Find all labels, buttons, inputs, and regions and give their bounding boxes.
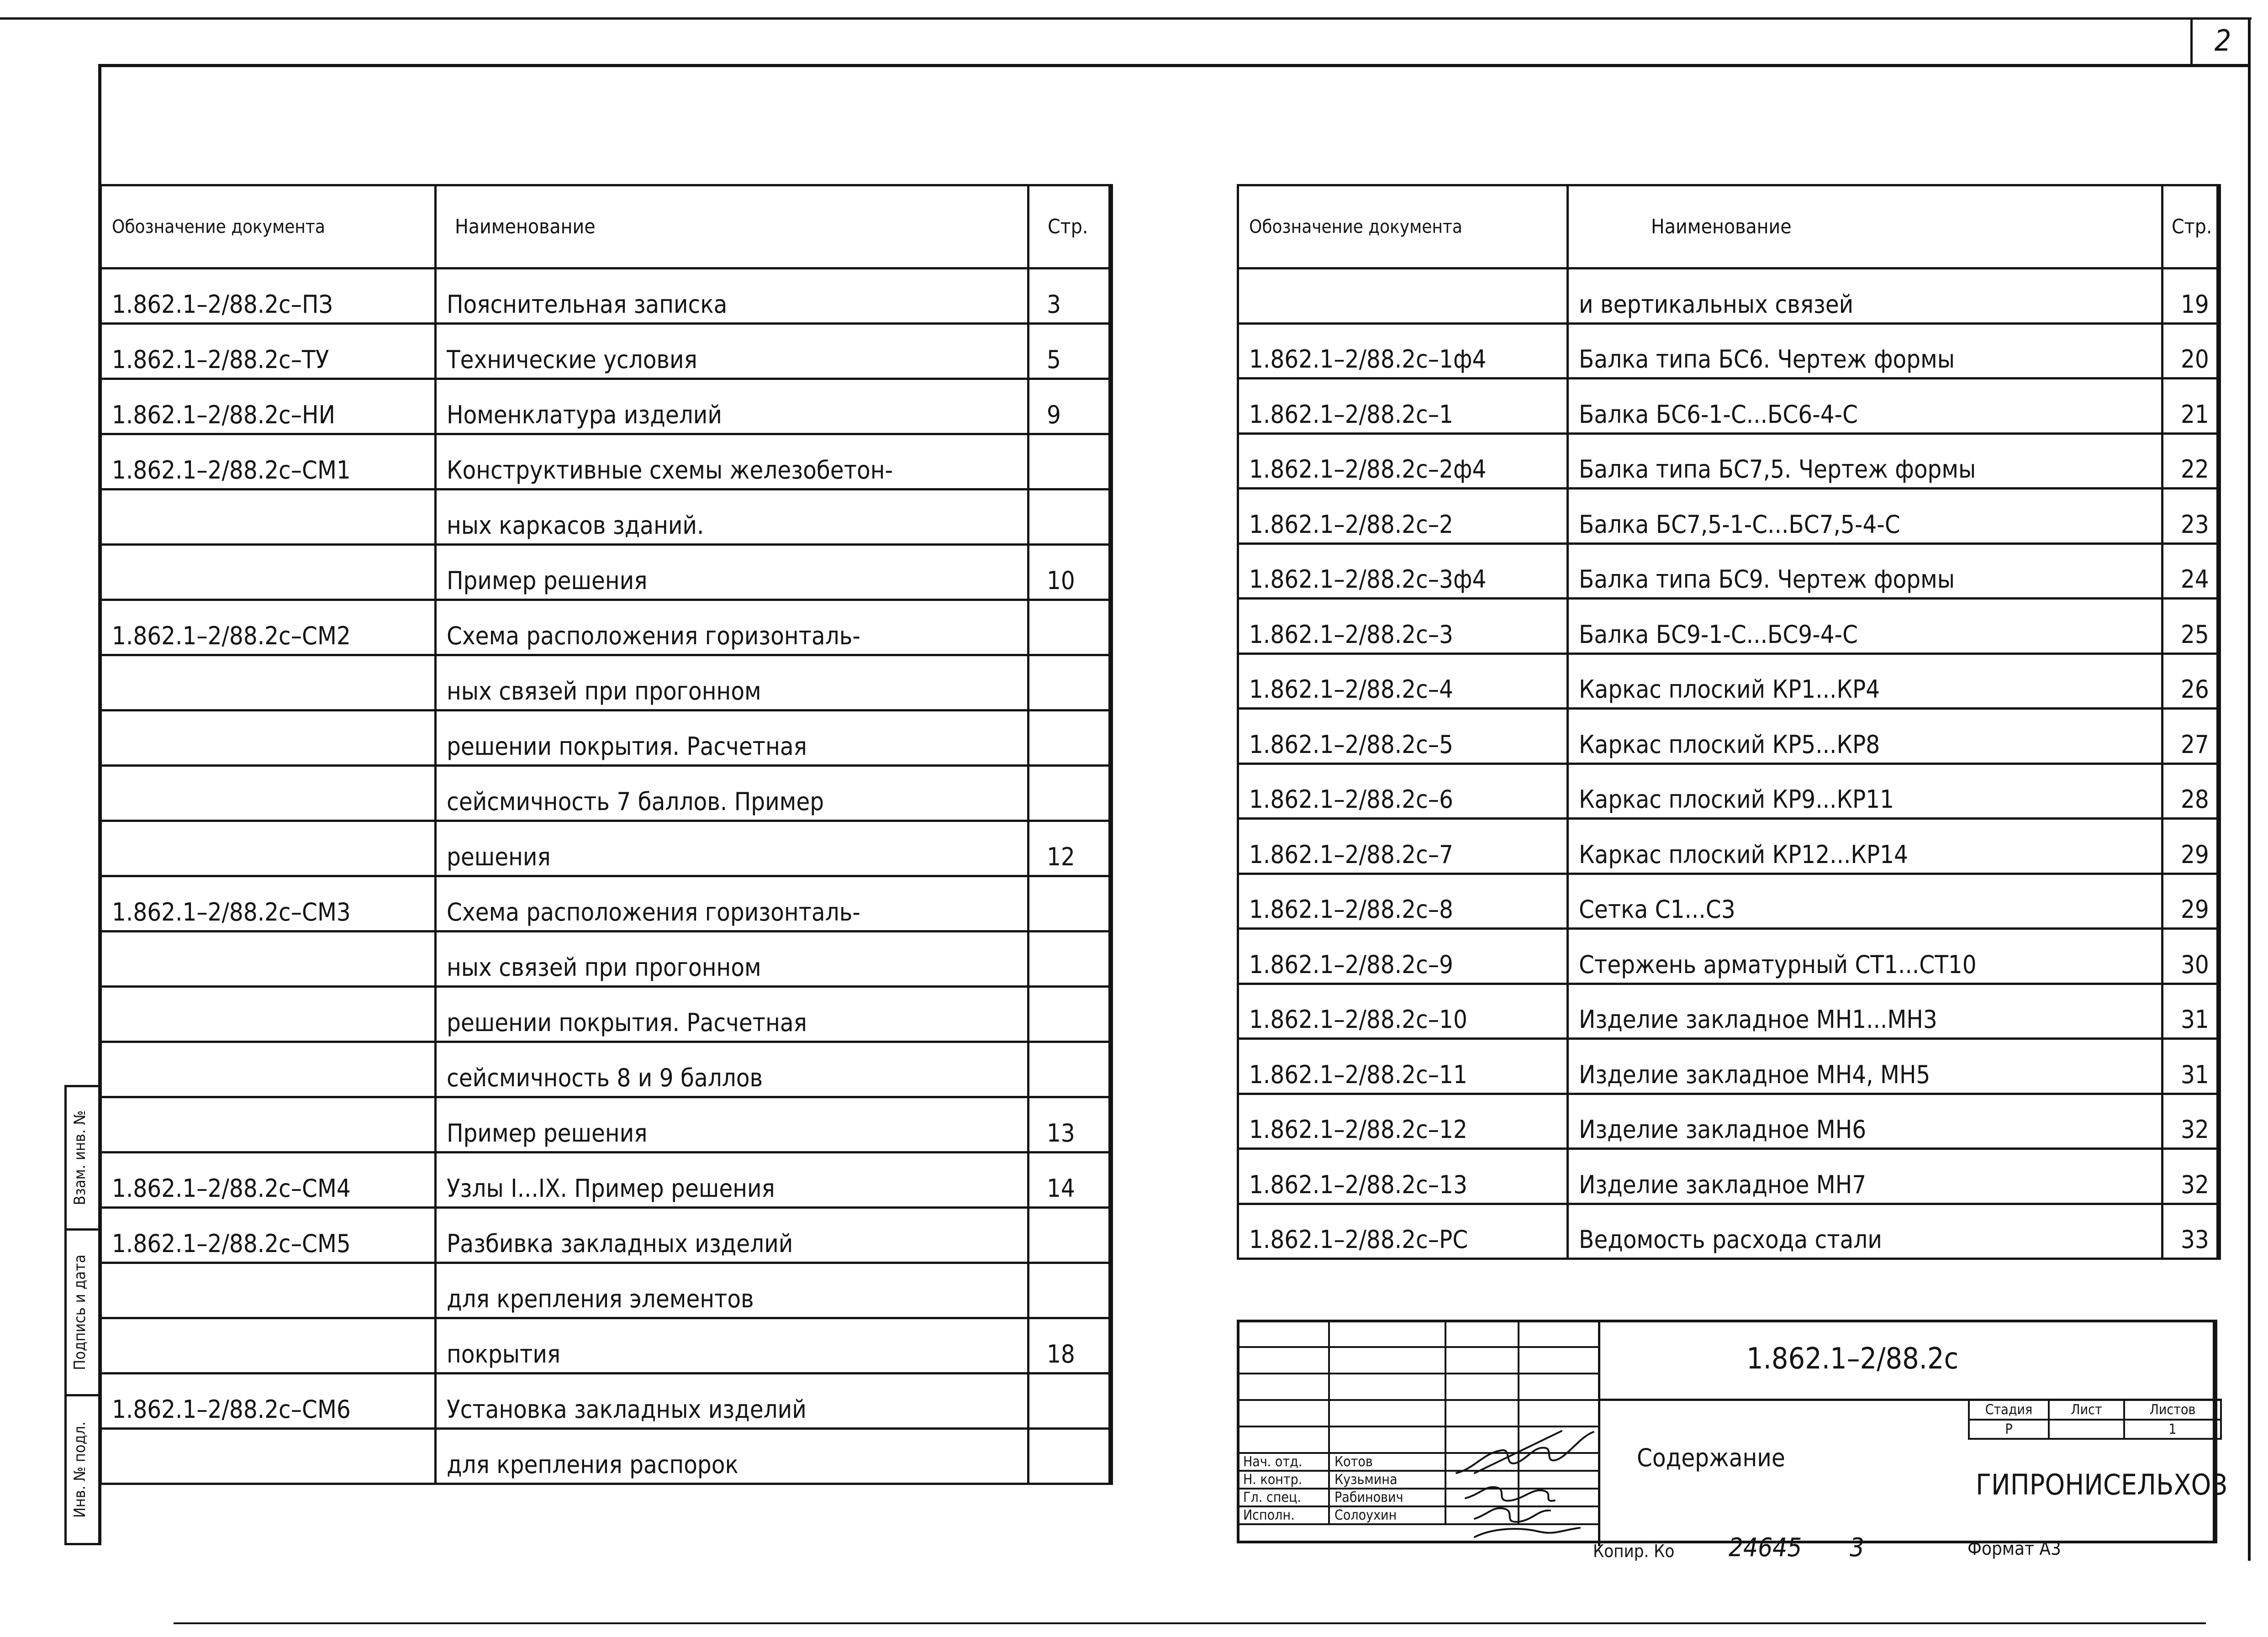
side-stamp-label-replaced-inv: Взам. инв. №: [71, 1110, 89, 1205]
table-row: [101, 932, 1111, 987]
name-cell: Балка БС7,5-1-С...БС7,5-4-С: [1568, 489, 2163, 544]
page-cell: 33: [2163, 1204, 2219, 1259]
table-row: [101, 434, 1111, 490]
designation-cell: [101, 1042, 436, 1097]
table-row: [101, 1263, 1111, 1318]
designation-cell: [101, 1318, 436, 1374]
table-row: [1238, 543, 2219, 599]
right-header-page: Стр.: [2163, 185, 2219, 268]
page-cell: 25: [2163, 599, 2219, 654]
page-cell: 5: [1029, 324, 1111, 379]
table-row: [1238, 268, 2219, 324]
name-cell: Пояснительная записка: [436, 268, 1029, 324]
left-table-header-row: [101, 185, 1111, 268]
table-row: [101, 821, 1111, 876]
signatory-name: Кузьмина: [1329, 1471, 1445, 1489]
copy-number: 24645: [1729, 1533, 1802, 1563]
name-cell: решения: [436, 821, 1029, 876]
name-cell: ных каркасов зданий.: [436, 490, 1029, 545]
name-cell: Пример решения: [436, 1097, 1029, 1153]
page-cell: 29: [2163, 819, 2219, 874]
right-header-designation: Обозначение документа: [1238, 185, 1568, 268]
name-cell: Изделие закладное МН1...МН3: [1568, 984, 2163, 1039]
table-row: [101, 655, 1111, 711]
side-stamp-cell-original-inv: [69, 1396, 91, 1543]
name-cell: Изделие закладное МН4, МН5: [1568, 1039, 2163, 1094]
sheet-value: [2049, 1420, 2124, 1439]
table-row: [101, 545, 1111, 600]
table-row: [1238, 763, 2219, 819]
side-stamp-left-line: [64, 1085, 67, 1545]
page-cell: 20: [2163, 323, 2219, 379]
stage-label: Стадия: [1969, 1400, 2049, 1420]
designation-cell: 1.862.1–2/88.2с–4: [1238, 653, 1568, 709]
name-cell: и вертикальных связей: [1568, 268, 2163, 324]
designation-cell: [101, 766, 436, 821]
table-row: [101, 766, 1111, 821]
side-stamp-label-original-inv: Инв. № подл.: [71, 1421, 89, 1518]
name-cell: Балка БС6-1-С...БС6-4-С: [1568, 379, 2163, 434]
table-row: [101, 1153, 1111, 1208]
name-cell: Каркас плоский КР1...КР4: [1568, 653, 2163, 709]
designation-cell: 1.862.1–2/88.2с–13: [1238, 1149, 1568, 1204]
page-cell: 32: [2163, 1094, 2219, 1149]
sheet-label: Лист: [2049, 1400, 2124, 1420]
designation-cell: [101, 490, 436, 545]
designation-cell: 1.862.1–2/88.2с–6: [1238, 763, 1568, 819]
name-cell: Балка БС9-1-С...БС9-4-С: [1568, 599, 2163, 654]
page-cell: 14: [1029, 1153, 1111, 1208]
designation-cell: 1.862.1–2/88.2с–2: [1238, 489, 1568, 544]
name-cell: покрытия: [436, 1318, 1029, 1374]
sheet-bottom-line: [174, 1622, 2206, 1624]
designation-cell: 1.862.1–2/88.2с–СМ2: [101, 600, 436, 655]
sheet-top-line: [0, 17, 2252, 20]
designation-cell: 1.862.1–2/88.2с–11: [1238, 1039, 1568, 1094]
name-cell: Изделие закладное МН6: [1568, 1094, 2163, 1149]
page-cell: 26: [2163, 653, 2219, 709]
drawing-frame-top: [98, 64, 2251, 67]
page-number-box-divider: [2190, 17, 2193, 65]
table-row: [101, 1374, 1111, 1429]
page-cell: 30: [2163, 929, 2219, 984]
table-row: [101, 876, 1111, 932]
page-cell: [1029, 711, 1111, 766]
right-contents-table: [1237, 184, 2221, 1260]
table-row: [1238, 433, 2219, 489]
name-cell: Конструктивные схемы железобетон-: [436, 434, 1029, 490]
title-block: [1237, 1320, 2228, 1543]
designation-cell: 1.862.1–2/88.2с–3ф4: [1238, 543, 1568, 599]
name-cell: Балка типа БС9. Чертеж формы: [1568, 543, 2163, 599]
table-row: [1238, 1149, 2219, 1204]
name-cell: Стержень арматурный СТ1...СТ10: [1568, 929, 2163, 984]
table-row: [101, 490, 1111, 545]
name-cell: Схема расположения горизонталь-: [436, 600, 1029, 655]
table-row: [101, 379, 1111, 434]
left-header-page: Стр.: [1029, 185, 1111, 268]
name-cell: для крепления элементов: [436, 1263, 1029, 1318]
table-row: [1238, 819, 2219, 874]
name-cell: Технические условия: [436, 324, 1029, 379]
page-cell: 3: [1029, 268, 1111, 324]
table-row: [101, 1042, 1111, 1097]
page-cell: 27: [2163, 709, 2219, 764]
name-cell: Установка закладных изделий: [436, 1374, 1029, 1429]
organization-name: ГИПРОНИСЕЛЬХОЗ: [1976, 1468, 2228, 1501]
sheets-label: Листов: [2124, 1400, 2221, 1420]
designation-cell: 1.862.1–2/88.2с–ПЗ: [101, 268, 436, 324]
designation-cell: [101, 987, 436, 1042]
designation-cell: 1.862.1–2/88.2с–СМ1: [101, 434, 436, 490]
page-cell: 13: [1029, 1097, 1111, 1153]
format-label: Формат А3: [1967, 1538, 2061, 1559]
left-contents-table: [100, 184, 1113, 1485]
name-cell: Балка типа БС7,5. Чертеж формы: [1568, 433, 2163, 489]
table-row: [1238, 709, 2219, 764]
table-row: [1238, 489, 2219, 544]
page-cell: 31: [2163, 984, 2219, 1039]
side-stamp-label-signature: Подпись и дата: [71, 1254, 89, 1370]
signatory-name: Рабинович: [1329, 1489, 1445, 1506]
page-cell: [1029, 600, 1111, 655]
name-cell: Ведомость расхода стали: [1568, 1204, 2163, 1259]
stage-value: Р: [1969, 1420, 2049, 1439]
name-cell: Каркас плоский КР12...КР14: [1568, 819, 2163, 874]
page-cell: 22: [2163, 433, 2219, 489]
name-cell: сейсмичность 8 и 9 баллов: [436, 1042, 1029, 1097]
name-cell: ных связей при прогонном: [436, 655, 1029, 711]
designation-cell: [101, 655, 436, 711]
designation-cell: 1.862.1–2/88.2с–3: [1238, 599, 1568, 654]
table-row: [101, 1097, 1111, 1153]
designation-cell: 1.862.1–2/88.2с–12: [1238, 1094, 1568, 1149]
designation-cell: [101, 545, 436, 600]
page-cell: 10: [1029, 545, 1111, 600]
page-cell: 9: [1029, 379, 1111, 434]
table-row: [1238, 984, 2219, 1039]
table-row: [1238, 1039, 2219, 1094]
designation-cell: 1.862.1–2/88.2с–СМ3: [101, 876, 436, 932]
name-cell: решении покрытия. Расчетная: [436, 987, 1029, 1042]
right-header-name: Наименование: [1568, 185, 2163, 268]
signatory-role: Гл. спец.: [1238, 1489, 1329, 1506]
name-cell: Пример решения: [436, 545, 1029, 600]
page-cell: 12: [1029, 821, 1111, 876]
table-row: [101, 324, 1111, 379]
name-cell: Каркас плоский КР5...КР8: [1568, 709, 2163, 764]
name-cell: Схема расположения горизонталь-: [436, 876, 1029, 932]
designation-cell: 1.862.1–2/88.2с–1: [1238, 379, 1568, 434]
page-cell: 31: [2163, 1039, 2219, 1094]
designation-cell: 1.862.1–2/88.2с–НИ: [101, 379, 436, 434]
page-cell: [1029, 434, 1111, 490]
name-cell: решении покрытия. Расчетная: [436, 711, 1029, 766]
designation-cell: 1.862.1–2/88.2с–РС: [1238, 1204, 1568, 1259]
document-title: Содержание: [1637, 1443, 1785, 1472]
page-cell: 23: [2163, 489, 2219, 544]
name-cell: Изделие закладное МН7: [1568, 1149, 2163, 1204]
left-header-name: Наименование: [436, 185, 1029, 268]
name-cell: Балка типа БС6. Чертеж формы: [1568, 323, 2163, 379]
title-block-vertical-divider: [1598, 1320, 1600, 1546]
name-cell: сейсмичность 7 баллов. Пример: [436, 766, 1029, 821]
designation-cell: [101, 1097, 436, 1153]
copy-label: Копир. Ко: [1593, 1541, 1675, 1561]
designation-cell: [1238, 268, 1568, 324]
side-stamp-bottom-line: [64, 1543, 101, 1545]
page-cell: [1029, 490, 1111, 545]
stage-sheet-grid: [1968, 1399, 2222, 1440]
table-row: [101, 600, 1111, 655]
sheets-value: 1: [2124, 1420, 2221, 1439]
signatory-name: Котов: [1329, 1453, 1445, 1471]
designation-cell: [101, 1429, 436, 1484]
table-row: [101, 711, 1111, 766]
name-cell: ных связей при прогонном: [436, 932, 1029, 987]
designation-cell: 1.862.1–2/88.2с–8: [1238, 874, 1568, 929]
page-cell: 32: [2163, 1149, 2219, 1204]
table-row: [1238, 874, 2219, 929]
table-row: [1238, 653, 2219, 709]
table-row: [101, 1208, 1111, 1263]
side-stamp-cell-signature: [69, 1231, 91, 1394]
page-number: 2: [2214, 24, 2231, 58]
designation-cell: [101, 932, 436, 987]
name-cell: Каркас плоский КР9...КР11: [1568, 763, 2163, 819]
designation-cell: 1.862.1–2/88.2с–ТУ: [101, 324, 436, 379]
designation-cell: [101, 1263, 436, 1318]
signatory-role: Исполн.: [1238, 1506, 1329, 1524]
table-row: [101, 1429, 1111, 1484]
designation-cell: [101, 821, 436, 876]
name-cell: Сетка С1...С3: [1568, 874, 2163, 929]
page-cell: [1029, 1263, 1111, 1318]
name-cell: для крепления распорок: [436, 1429, 1029, 1484]
table-row: [1238, 929, 2219, 984]
right-table-header-row: [1238, 185, 2219, 268]
page-cell: [1029, 1042, 1111, 1097]
page-cell: [1029, 876, 1111, 932]
designation-cell: 1.862.1–2/88.2с–9: [1238, 929, 1568, 984]
side-stamp-cell-replaced-inv: [69, 1087, 91, 1228]
signatory-role: Нач. отд.: [1238, 1453, 1329, 1471]
table-row: [1238, 323, 2219, 379]
page-cell: [1029, 1429, 1111, 1484]
page-cell: 24: [2163, 543, 2219, 599]
document-code: 1.862.1–2/88.2с: [1746, 1342, 1959, 1376]
copy-sheet: 3: [1850, 1533, 1865, 1563]
page-cell: [1029, 655, 1111, 711]
table-row: [101, 1318, 1111, 1374]
table-row: [1238, 1094, 2219, 1149]
designation-cell: 1.862.1–2/88.2с–СМ6: [101, 1374, 436, 1429]
designation-cell: 1.862.1–2/88.2с–7: [1238, 819, 1568, 874]
name-cell: Разбивка закладных изделий: [436, 1208, 1029, 1263]
left-header-designation: Обозначение документа: [101, 185, 436, 268]
designation-cell: 1.862.1–2/88.2с–СМ4: [101, 1153, 436, 1208]
page-cell: [1029, 1374, 1111, 1429]
table-row: [1238, 1204, 2219, 1259]
page-cell: 29: [2163, 874, 2219, 929]
page-cell: 18: [1029, 1318, 1111, 1374]
designation-cell: [101, 711, 436, 766]
page-cell: 28: [2163, 763, 2219, 819]
sheet-right-line: [2248, 17, 2251, 1561]
designation-cell: 1.862.1–2/88.2с–1ф4: [1238, 323, 1568, 379]
name-cell: Номенклатура изделий: [436, 379, 1029, 434]
page-cell: 19: [2163, 268, 2219, 324]
designation-cell: 1.862.1–2/88.2с–СМ5: [101, 1208, 436, 1263]
name-cell: Узлы I...IX. Пример решения: [436, 1153, 1029, 1208]
page-cell: [1029, 932, 1111, 987]
signatory-name: Солоухин: [1329, 1506, 1445, 1524]
signatures-image: [1447, 1405, 1612, 1542]
designation-cell: 1.862.1–2/88.2с–10: [1238, 984, 1568, 1039]
page-cell: 21: [2163, 379, 2219, 434]
page-cell: [1029, 766, 1111, 821]
page-cell: [1029, 987, 1111, 1042]
table-row: [101, 268, 1111, 324]
page-cell: [1029, 1208, 1111, 1263]
designation-cell: 1.862.1–2/88.2с–5: [1238, 709, 1568, 764]
signatory-role: Н. контр.: [1238, 1471, 1329, 1489]
table-row: [1238, 599, 2219, 654]
table-row: [1238, 379, 2219, 434]
designation-cell: 1.862.1–2/88.2с–2ф4: [1238, 433, 1568, 489]
table-row: [101, 987, 1111, 1042]
